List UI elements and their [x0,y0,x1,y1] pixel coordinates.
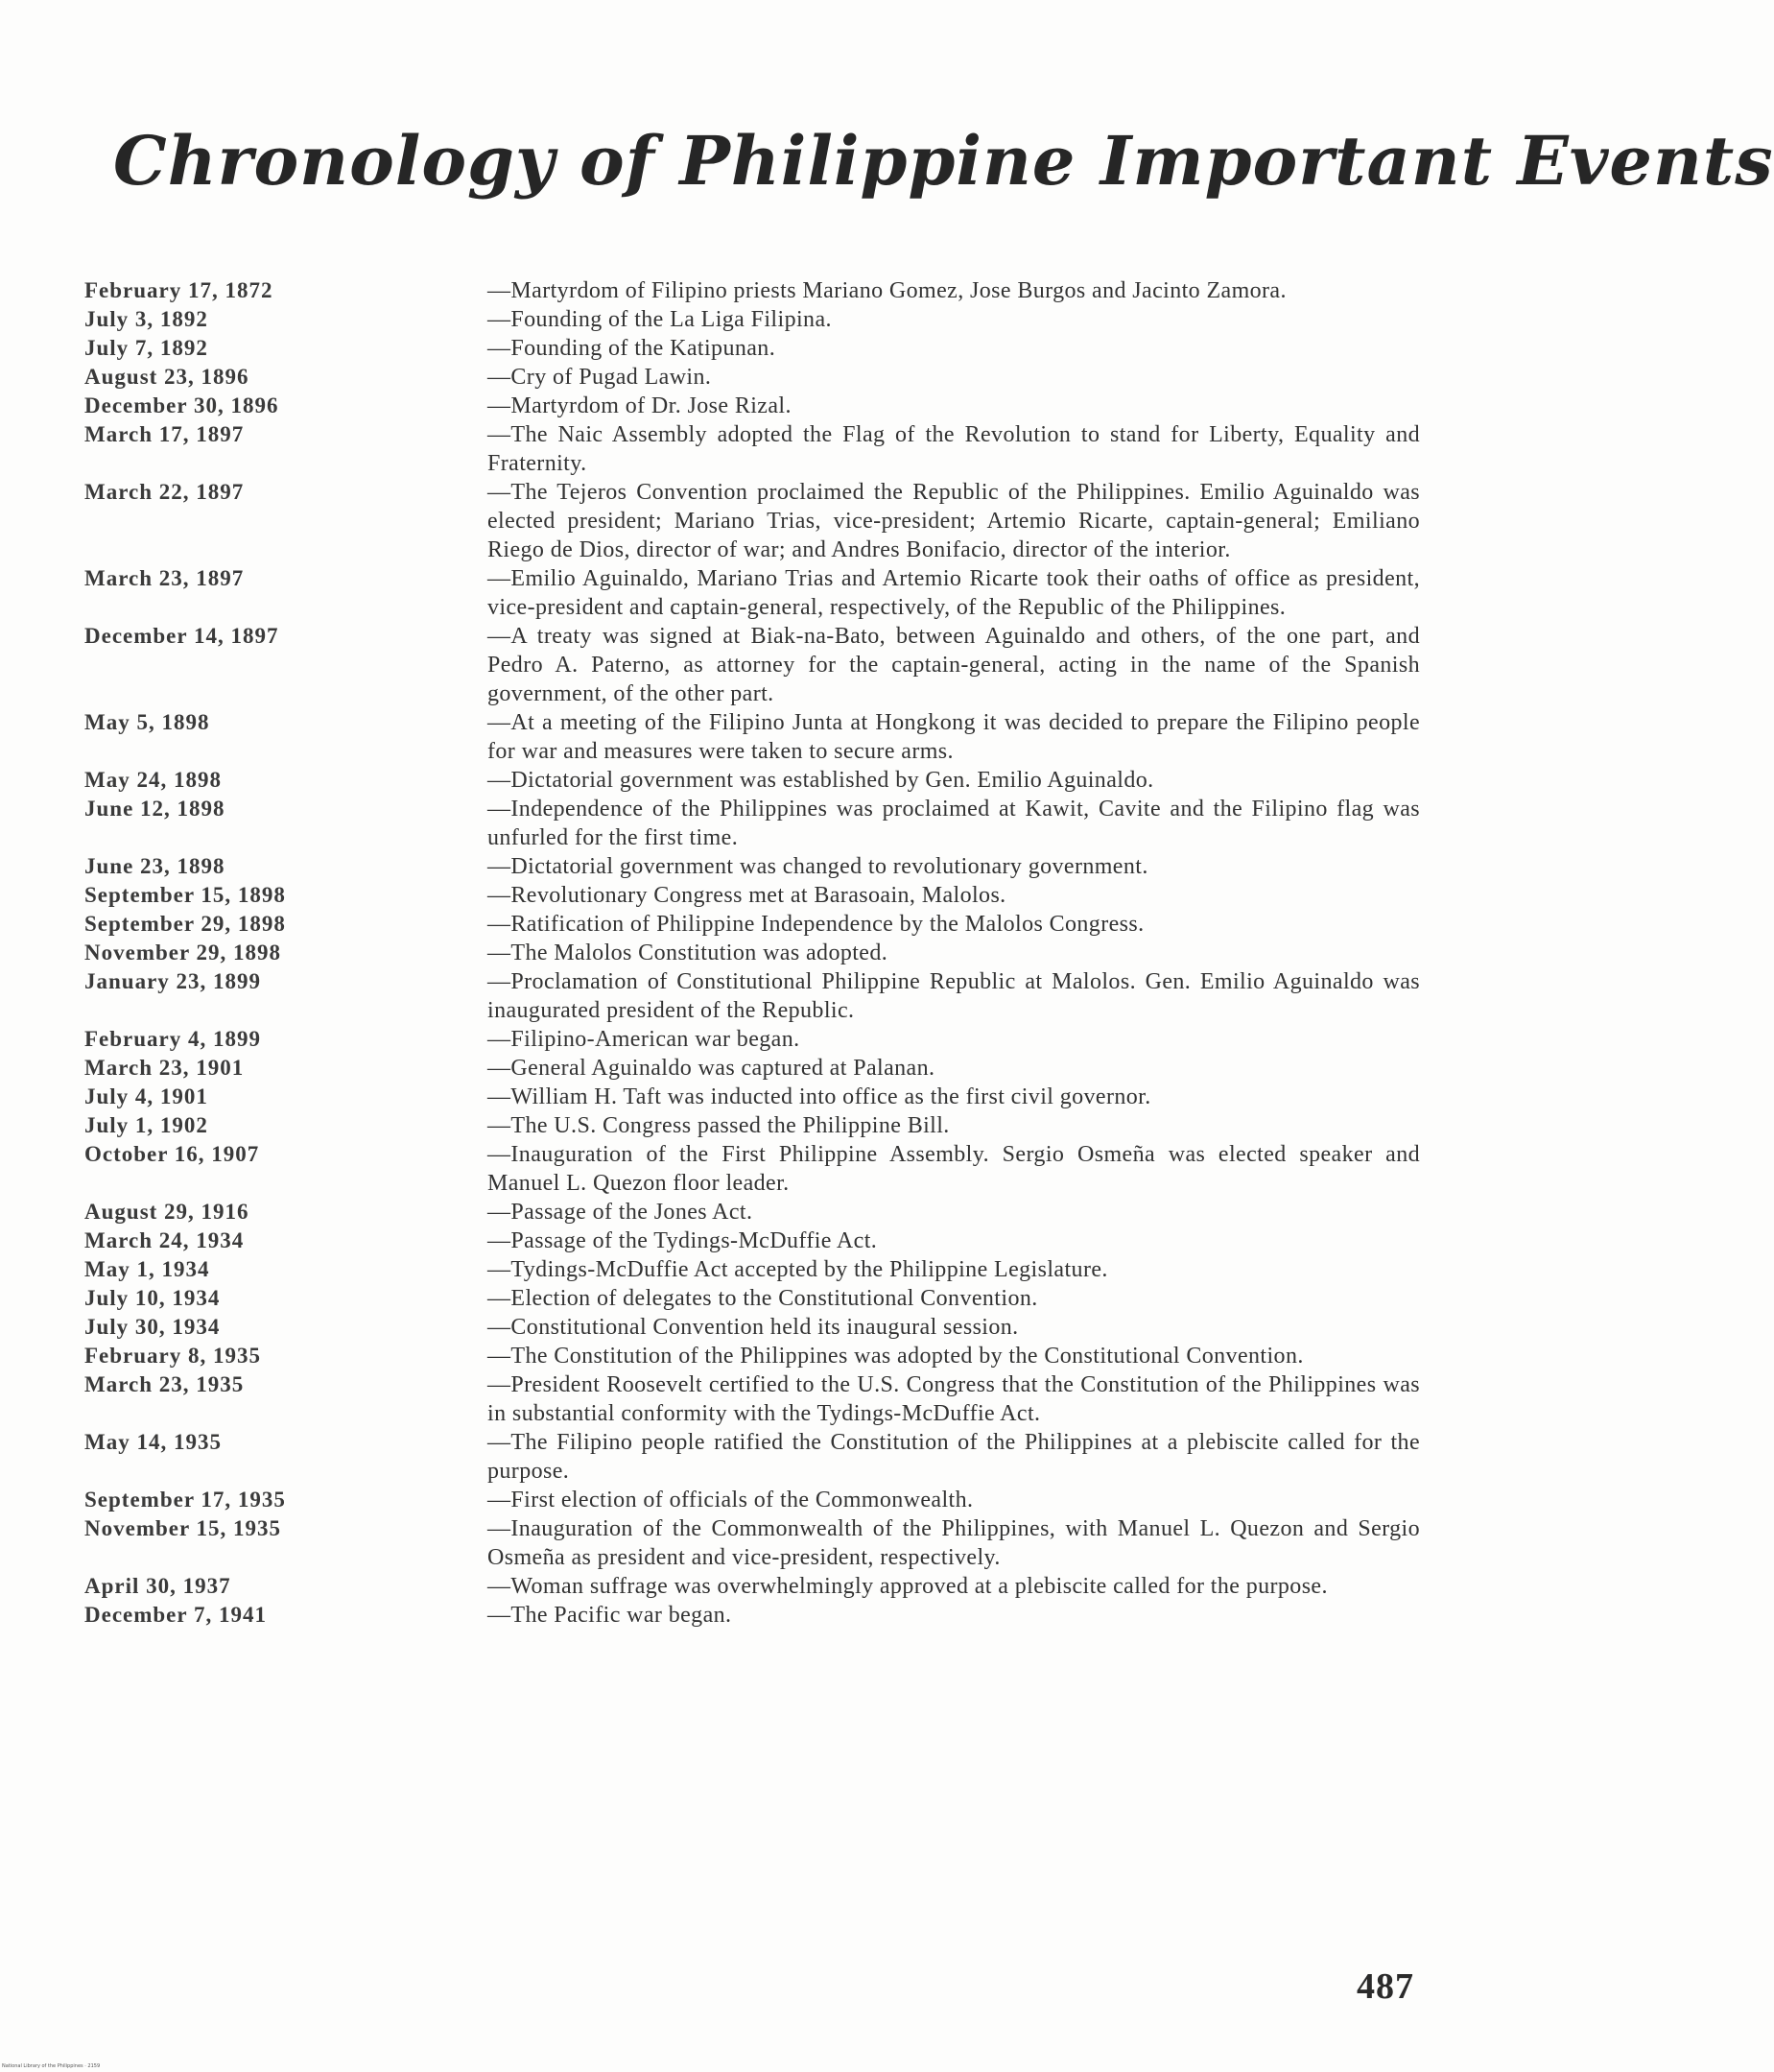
event-description: —The U.S. Congress passed the Philippine Bill. [487,1113,950,1138]
event-date: March 23, 1901 [84,1056,245,1080]
event-description: —The Tejeros Convention proclaimed the Republic of the Philippines. Emilio Aguinaldo was elected president; Mariano Trias, vice-president; Artemio Ricarte, captain-general; Emiliano Riego de Dios, director of war; and Andres Bonifacio, director of the interior. [487,480,1420,562]
event-date: September 15, 1898 [84,883,286,907]
event-row [84,1514,1420,1572]
event-description: —Ratification of Philippine Independence by the Malolos Congress. [487,912,1145,937]
event-row [84,564,1420,622]
event-date: December 30, 1896 [84,393,279,417]
event-description: —The Naic Assembly adopted the Flag of the Revolution to stand for Liberty, Equality and Fraternity. [487,422,1420,476]
event-date: November 29, 1898 [84,941,282,965]
event-description: —Proclamation of Constitutional Philippine Republic at Malolos. Gen. Emilio Aguinaldo was inaugurated president of the Republic. [487,969,1420,1023]
event-date: December 7, 1941 [84,1603,267,1627]
event-description: —General Aguinaldo was captured at Palanan. [487,1056,935,1081]
event-date: July 7, 1892 [84,336,208,360]
event-description: —Revolutionary Congress met at Barasoain, Malolos. [487,883,1006,908]
event-date: February 17, 1872 [84,278,273,302]
event-description: —A treaty was signed at Biak-na-Bato, between Aguinaldo and others, of the one part, and Pedro A. Paterno, as attorney for the captain-general, acting in the name of the Spanish government, of the other part. [487,624,1420,706]
event-description: —Passage of the Tydings-McDuffie Act. [487,1228,878,1253]
event-description: —Inauguration of the First Philippine Assembly. Sergio Osmeña was elected speaker and Manuel L. Quezon floor leader. [487,1142,1420,1196]
event-row [84,910,1420,939]
event-description: —The Constitution of the Philippines was adopted by the Constitutional Convention. [487,1344,1304,1369]
event-row [84,708,1420,766]
event-row [84,852,1420,881]
events-list [84,276,1420,1630]
page-title: Chronology of Philippine Important Events [113,121,1774,201]
footer-credit: National Library of the Philippines · 2159 [2,2063,101,2069]
event-description: —Cry of Pugad Lawin. [487,365,712,390]
event-date: May 24, 1898 [84,768,222,792]
event-date: April 30, 1937 [84,1574,231,1598]
event-description: —Martyrdom of Dr. Jose Rizal. [487,393,792,418]
event-date: September 17, 1935 [84,1488,286,1512]
event-row [84,1370,1420,1428]
event-row [84,1140,1420,1198]
event-description: —Inauguration of the Commonwealth of the Philippines, with Manuel L. Quezon and Sergio Osmeña as president and vice-president, respectively. [487,1516,1420,1570]
event-date: July 10, 1934 [84,1286,221,1310]
event-row [84,1342,1420,1370]
event-description: —Dictatorial government was changed to revolutionary government. [487,854,1148,879]
event-description: —Constitutional Convention held its inaugural session. [487,1315,1019,1340]
page-number: 487 [1357,1966,1414,2007]
event-date: June 23, 1898 [84,854,225,878]
event-row [84,1111,1420,1140]
event-row [84,1083,1420,1111]
event-row [84,766,1420,795]
event-row [84,1198,1420,1227]
event-date: July 1, 1902 [84,1113,208,1137]
event-row [84,420,1420,478]
event-description: —Founding of the Katipunan. [487,336,776,361]
event-date: March 23, 1935 [84,1372,245,1396]
event-row [84,1025,1420,1054]
event-date: February 8, 1935 [84,1344,262,1368]
event-row [84,1572,1420,1601]
event-date: June 12, 1898 [84,797,225,821]
event-row [84,1313,1420,1342]
event-date: March 17, 1897 [84,422,245,446]
event-description: —Independence of the Philippines was proclaimed at Kawit, Cavite and the Filipino flag was unfurled for the first time. [487,797,1420,850]
event-date: November 15, 1935 [84,1516,282,1540]
event-row [84,1255,1420,1284]
event-row [84,795,1420,852]
event-description: —Woman suffrage was overwhelmingly approved at a plebiscite called for the purpose. [487,1574,1328,1599]
event-description: —William H. Taft was inducted into office as the first civil governor. [487,1084,1151,1109]
event-date: December 14, 1897 [84,624,279,648]
event-row [84,1428,1420,1486]
event-row [84,305,1420,334]
event-date: July 4, 1901 [84,1084,208,1108]
event-description: —Emilio Aguinaldo, Mariano Trias and Artemio Ricarte took their oaths of office as president, vice-president and captain-general, respectively, of the Republic of the Philippines. [487,566,1420,620]
event-row [84,276,1420,305]
event-row [84,334,1420,363]
event-description: —Passage of the Jones Act. [487,1200,753,1225]
event-date: July 30, 1934 [84,1315,221,1339]
event-row [84,1227,1420,1255]
event-row [84,392,1420,420]
event-description: —First election of officials of the Commonwealth. [487,1488,974,1512]
event-description: —The Filipino people ratified the Constitution of the Philippines at a plebiscite called for the purpose. [487,1430,1420,1484]
event-description: —President Roosevelt certified to the U.S. Congress that the Constitution of the Philippines was in substantial conformity with the Tydings-McDuffie Act. [487,1372,1420,1426]
event-date: August 29, 1916 [84,1200,249,1224]
event-description: —At a meeting of the Filipino Junta at Hongkong it was decided to prepare the Filipino people for war and measures were taken to secure arms. [487,710,1420,764]
event-description: —Martyrdom of Filipino priests Mariano Gomez, Jose Burgos and Jacinto Zamora. [487,278,1287,303]
event-description: —Tydings-McDuffie Act accepted by the Philippine Legislature. [487,1257,1108,1282]
event-description: —The Pacific war began. [487,1603,732,1628]
event-row [84,1284,1420,1313]
event-description: —Election of delegates to the Constitutional Convention. [487,1286,1038,1311]
event-description: —The Malolos Constitution was adopted. [487,941,888,965]
event-row [84,967,1420,1025]
event-date: May 14, 1935 [84,1430,222,1454]
event-row [84,1054,1420,1083]
event-date: February 4, 1899 [84,1027,262,1051]
event-row [84,363,1420,392]
event-date: January 23, 1899 [84,969,262,993]
event-row [84,1486,1420,1514]
event-date: July 3, 1892 [84,307,208,331]
event-row [84,1601,1420,1630]
event-description: —Filipino-American war began. [487,1027,800,1052]
event-date: August 23, 1896 [84,365,249,389]
event-date: September 29, 1898 [84,912,286,936]
event-description: —Dictatorial government was established by Gen. Emilio Aguinaldo. [487,768,1154,793]
event-date: March 22, 1897 [84,480,245,504]
event-row [84,622,1420,708]
event-date: March 23, 1897 [84,566,245,590]
event-row [84,478,1420,564]
event-row [84,881,1420,910]
event-description: —Founding of the La Liga Filipina. [487,307,832,332]
event-date: March 24, 1934 [84,1228,245,1252]
event-row [84,939,1420,967]
event-date: May 5, 1898 [84,710,210,734]
event-date: October 16, 1907 [84,1142,260,1166]
event-date: May 1, 1934 [84,1257,210,1281]
